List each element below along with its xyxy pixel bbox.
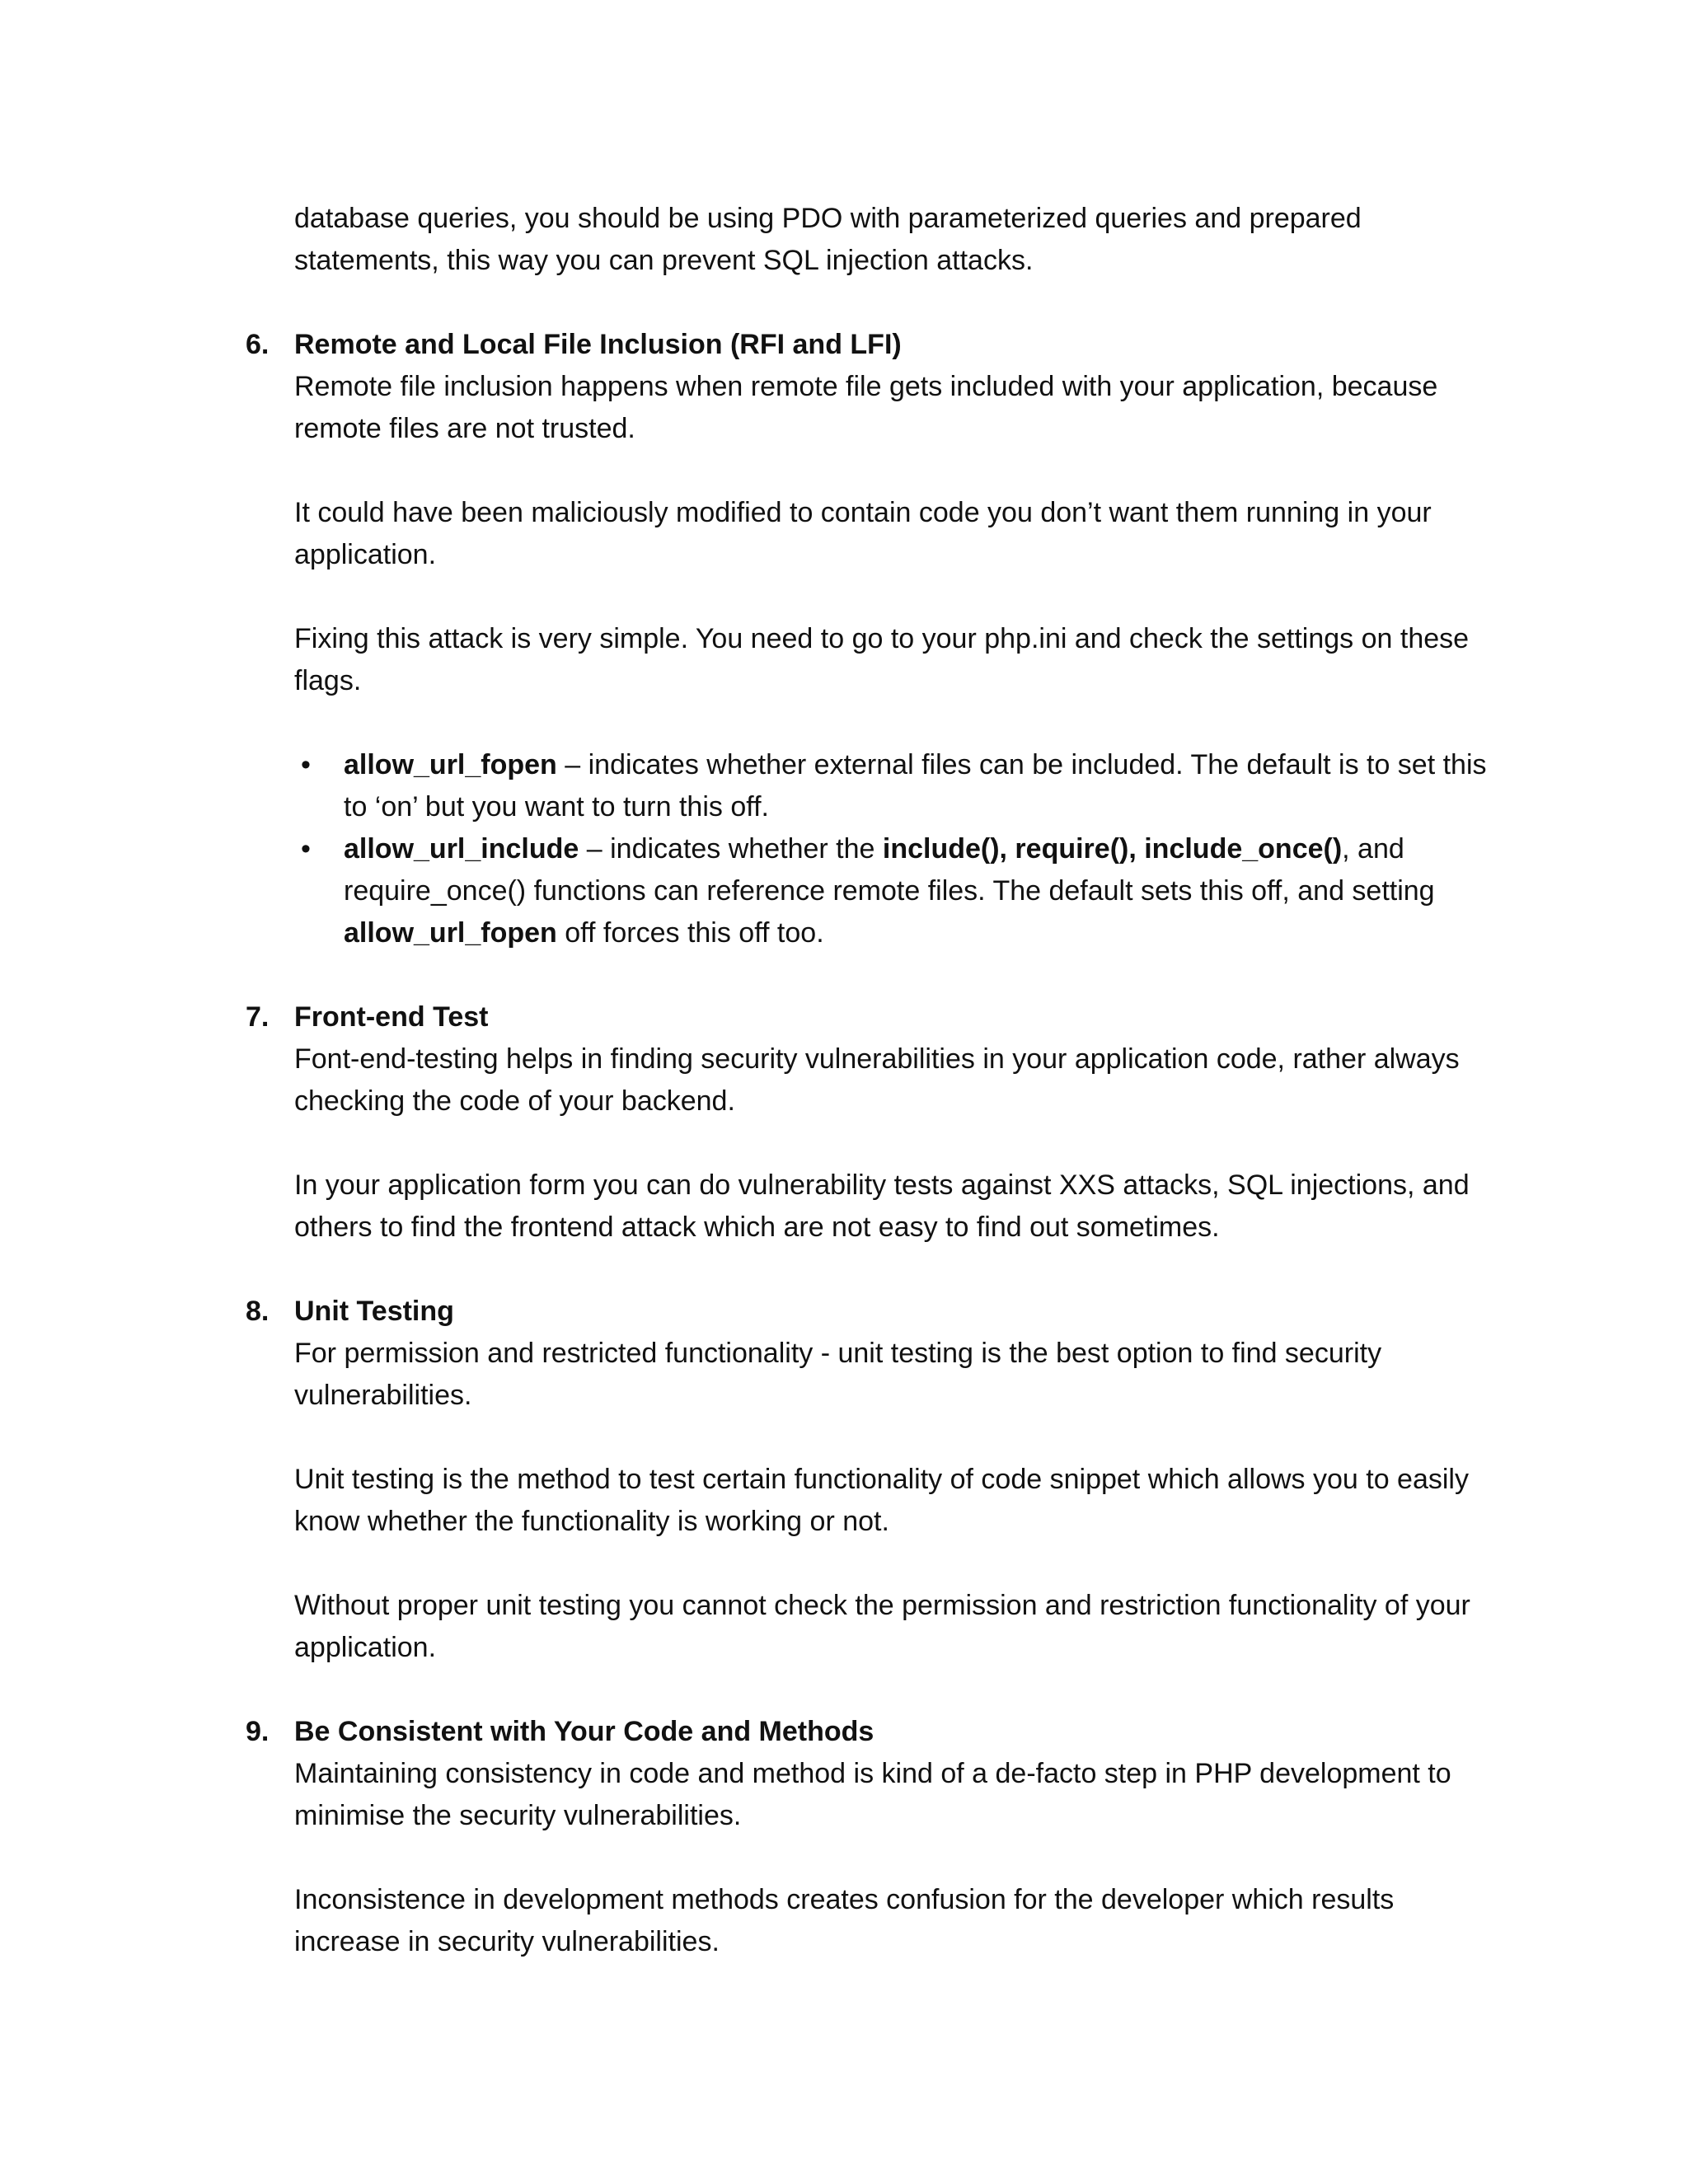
section-paragraph: It could have been maliciously modified to contain code you don’t want them running in your application. (294, 497, 1432, 570)
spacer (246, 954, 1498, 996)
bullet-text: , and require_once() functions can reference remote files. The default sets this off, and setting (344, 833, 1435, 907)
section-paragraph: Font-end-testing helps in finding security vulnerabilities in your application code, rather always checking the code of your backend. (294, 1043, 1460, 1117)
spacer (294, 576, 1498, 618)
section-heading: Remote and Local File Inclusion (RFI and LFI) (294, 329, 902, 360)
spacer (294, 1122, 1498, 1165)
spacer (294, 1543, 1498, 1585)
bullet-functions: include(), require(), include_once() (882, 833, 1343, 865)
section-number: 7. (246, 1001, 270, 1033)
bullet-item-allow-url-fopen (246, 744, 1498, 828)
section-heading: Front-end Test (294, 1001, 489, 1033)
section-number: 8. (246, 1296, 270, 1327)
bullet-item-allow-url-include (246, 828, 1498, 954)
spacer (294, 450, 1498, 492)
section-6 (246, 324, 1498, 744)
spacer (294, 1669, 1498, 1711)
spacer (294, 1417, 1498, 1459)
spacer (246, 282, 1498, 324)
section-paragraph: Inconsistence in development methods creates confusion for the developer which results increase in security vulnerabilities. (294, 1884, 1395, 1957)
bullet-icon: • (301, 749, 311, 780)
section-8 (246, 1291, 1498, 1711)
bullet-term: allow_url_fopen (344, 749, 557, 780)
spacer (294, 702, 1498, 744)
section-paragraph: Maintaining consistency in code and method is kind of a de-facto step in PHP development to minimise the security vulnerabilities. (294, 1758, 1451, 1831)
section-paragraph: In your application form you can do vulnerability tests against XXS attacks, SQL injections, and others to find the frontend attack which are not easy to find out sometimes. (294, 1169, 1470, 1243)
section-9 (246, 1711, 1498, 1963)
bullet-text: – indicates whether external files can be included. The default is to set this to ‘on’ but you want to turn this off. (344, 749, 1487, 823)
section-7 (246, 996, 1498, 1291)
section-paragraph: Unit testing is the method to test certain functionality of code snippet which allows you to easily know whether the functionality is working or not. (294, 1464, 1469, 1537)
document-body (246, 198, 1498, 1963)
bullet-term: allow_url_include (344, 833, 579, 865)
section-heading: Unit Testing (294, 1296, 454, 1327)
bullet-list (246, 744, 1498, 954)
section-heading: Be Consistent with Your Code and Methods (294, 1716, 874, 1747)
section-paragraph: Without proper unit testing you cannot check the permission and restriction functionality of your application. (294, 1590, 1470, 1663)
section-paragraph: Remote file inclusion happens when remote file gets included with your application, because remote files are not trusted. (294, 371, 1438, 444)
spacer (294, 1249, 1498, 1291)
bullet-term: allow_url_fopen (344, 917, 557, 949)
spacer (294, 1837, 1498, 1879)
section-number: 9. (246, 1716, 270, 1747)
section-paragraph: Fixing this attack is very simple. You need to go to your php.ini and check the settings on these flags. (294, 623, 1470, 696)
intro-paragraph: database queries, you should be using PDO with parameterized queries and prepared statements, this way you can prevent SQL injection attacks. (294, 203, 1362, 276)
bullet-text: off forces this off too. (556, 917, 824, 949)
bullet-text: – indicates whether the (579, 833, 883, 865)
bullet-icon: • (301, 833, 311, 865)
section-paragraph: For permission and restricted functionality - unit testing is the best option to find security vulnerabilities. (294, 1338, 1382, 1411)
section-number: 6. (246, 329, 270, 360)
